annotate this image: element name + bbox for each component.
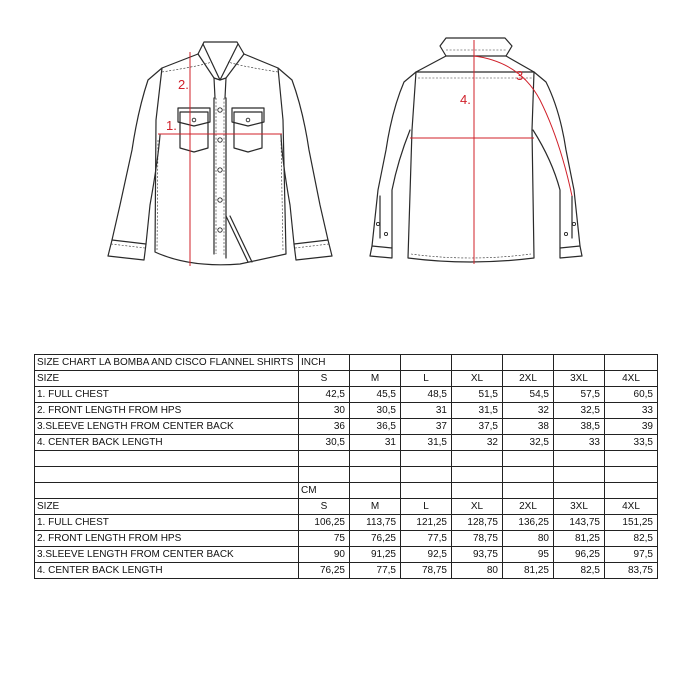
size-header-cell: 4XL [605,499,658,515]
unit-label-inch: INCH [299,355,350,371]
table-row [35,435,658,451]
size-header-cell: S [299,371,350,387]
table-cell: 37,5 [452,419,503,435]
unit-label-cm: CM [299,483,350,499]
table-cell: 75 [299,531,350,547]
table-cell: 82,5 [605,531,658,547]
table-cell: 128,75 [452,515,503,531]
table-cell: 77,5 [401,531,452,547]
empty-row [35,451,658,467]
table-cell: 57,5 [554,387,605,403]
table-cell: 91,25 [350,547,401,563]
table-cell: 113,75 [350,515,401,531]
size-header-cell: M [350,499,401,515]
size-header-cell: L [401,371,452,387]
table-cell: 90 [299,547,350,563]
size-header-cell: XL [452,371,503,387]
cm-unit-row [35,483,658,499]
row-label: 3.SLEEVE LENGTH FROM CENTER BACK [35,547,299,563]
table-cell: 32 [452,435,503,451]
table-cell: 51,5 [452,387,503,403]
table-row [35,419,658,435]
table-cell: 96,25 [554,547,605,563]
row-label: 3.SLEEVE LENGTH FROM CENTER BACK [35,419,299,435]
size-header-label: SIZE [35,371,299,387]
size-header-cell: 3XL [554,371,605,387]
table-cell: 81,25 [503,563,554,579]
table-cell: 42,5 [299,387,350,403]
table-cell: 48,5 [401,387,452,403]
table-title-row [35,355,658,371]
table-cell: 54,5 [503,387,554,403]
table-cell: 33 [554,435,605,451]
size-header-cell: 3XL [554,499,605,515]
table-cell: 31 [401,403,452,419]
table-cell: 76,25 [350,531,401,547]
table-cell: 32 [503,403,554,419]
table-row [35,387,658,403]
table-cell: 92,5 [401,547,452,563]
size-header-cell: S [299,499,350,515]
table-cell: 60,5 [605,387,658,403]
table-cell: 31 [350,435,401,451]
size-chart-table [34,354,658,579]
size-header-cell: 2XL [503,371,554,387]
table-cell: 76,25 [299,563,350,579]
table-cell: 93,75 [452,547,503,563]
size-header-cell: XL [452,499,503,515]
table-cell: 78,75 [452,531,503,547]
table-cell: 95 [503,547,554,563]
front-view [108,42,332,266]
back-length-marker: 4. [460,92,471,107]
table-cell: 106,25 [299,515,350,531]
table-cell: 30,5 [299,435,350,451]
table-cell: 32,5 [503,435,554,451]
table-cell: 30 [299,403,350,419]
table-cell: 36 [299,419,350,435]
table-cell: 77,5 [350,563,401,579]
table-cell: 31,5 [401,435,452,451]
table-cell: 36,5 [350,419,401,435]
row-label: 2. FRONT LENGTH FROM HPS [35,531,299,547]
table-row [35,547,658,563]
table-cell: 39 [605,419,658,435]
table-cell: 121,25 [401,515,452,531]
table-row [35,403,658,419]
table-row [35,515,658,531]
table-cell: 30,5 [350,403,401,419]
size-header-cell: L [401,499,452,515]
table-cell: 97,5 [605,547,658,563]
table-cell: 38 [503,419,554,435]
size-header-cell: M [350,371,401,387]
size-header-cell: 2XL [503,499,554,515]
table-cell: 38,5 [554,419,605,435]
inch-size-header-row [35,371,658,387]
row-label: 2. FRONT LENGTH FROM HPS [35,403,299,419]
front-length-marker: 2. [178,77,189,92]
table-cell: 151,25 [605,515,658,531]
table-title: SIZE CHART LA BOMBA AND CISCO FLANNEL SHIRTS [35,355,299,371]
table-cell: 80 [503,531,554,547]
table-cell: 82,5 [554,563,605,579]
table-cell: 33,5 [605,435,658,451]
cm-size-header-row [35,499,658,515]
table-cell: 31,5 [452,403,503,419]
table-cell: 143,75 [554,515,605,531]
row-label: 4. CENTER BACK LENGTH [35,435,299,451]
sleeve-length-marker: 3. [516,68,527,83]
table-cell: 33 [605,403,658,419]
table-cell: 37 [401,419,452,435]
row-label: 4. CENTER BACK LENGTH [35,563,299,579]
row-label: 1. FULL CHEST [35,387,299,403]
table-cell: 81,25 [554,531,605,547]
table-row [35,531,658,547]
table-cell: 80 [452,563,503,579]
shirt-illustration [0,0,700,300]
table-cell: 136,25 [503,515,554,531]
back-view [370,38,582,264]
size-header-label: SIZE [35,499,299,515]
row-label: 1. FULL CHEST [35,515,299,531]
front-chest-marker: 1. [166,118,177,133]
table-cell: 83,75 [605,563,658,579]
empty-row [35,467,658,483]
table-cell: 32,5 [554,403,605,419]
table-cell: 78,75 [401,563,452,579]
size-header-cell: 4XL [605,371,658,387]
table-cell: 45,5 [350,387,401,403]
table-row [35,563,658,579]
